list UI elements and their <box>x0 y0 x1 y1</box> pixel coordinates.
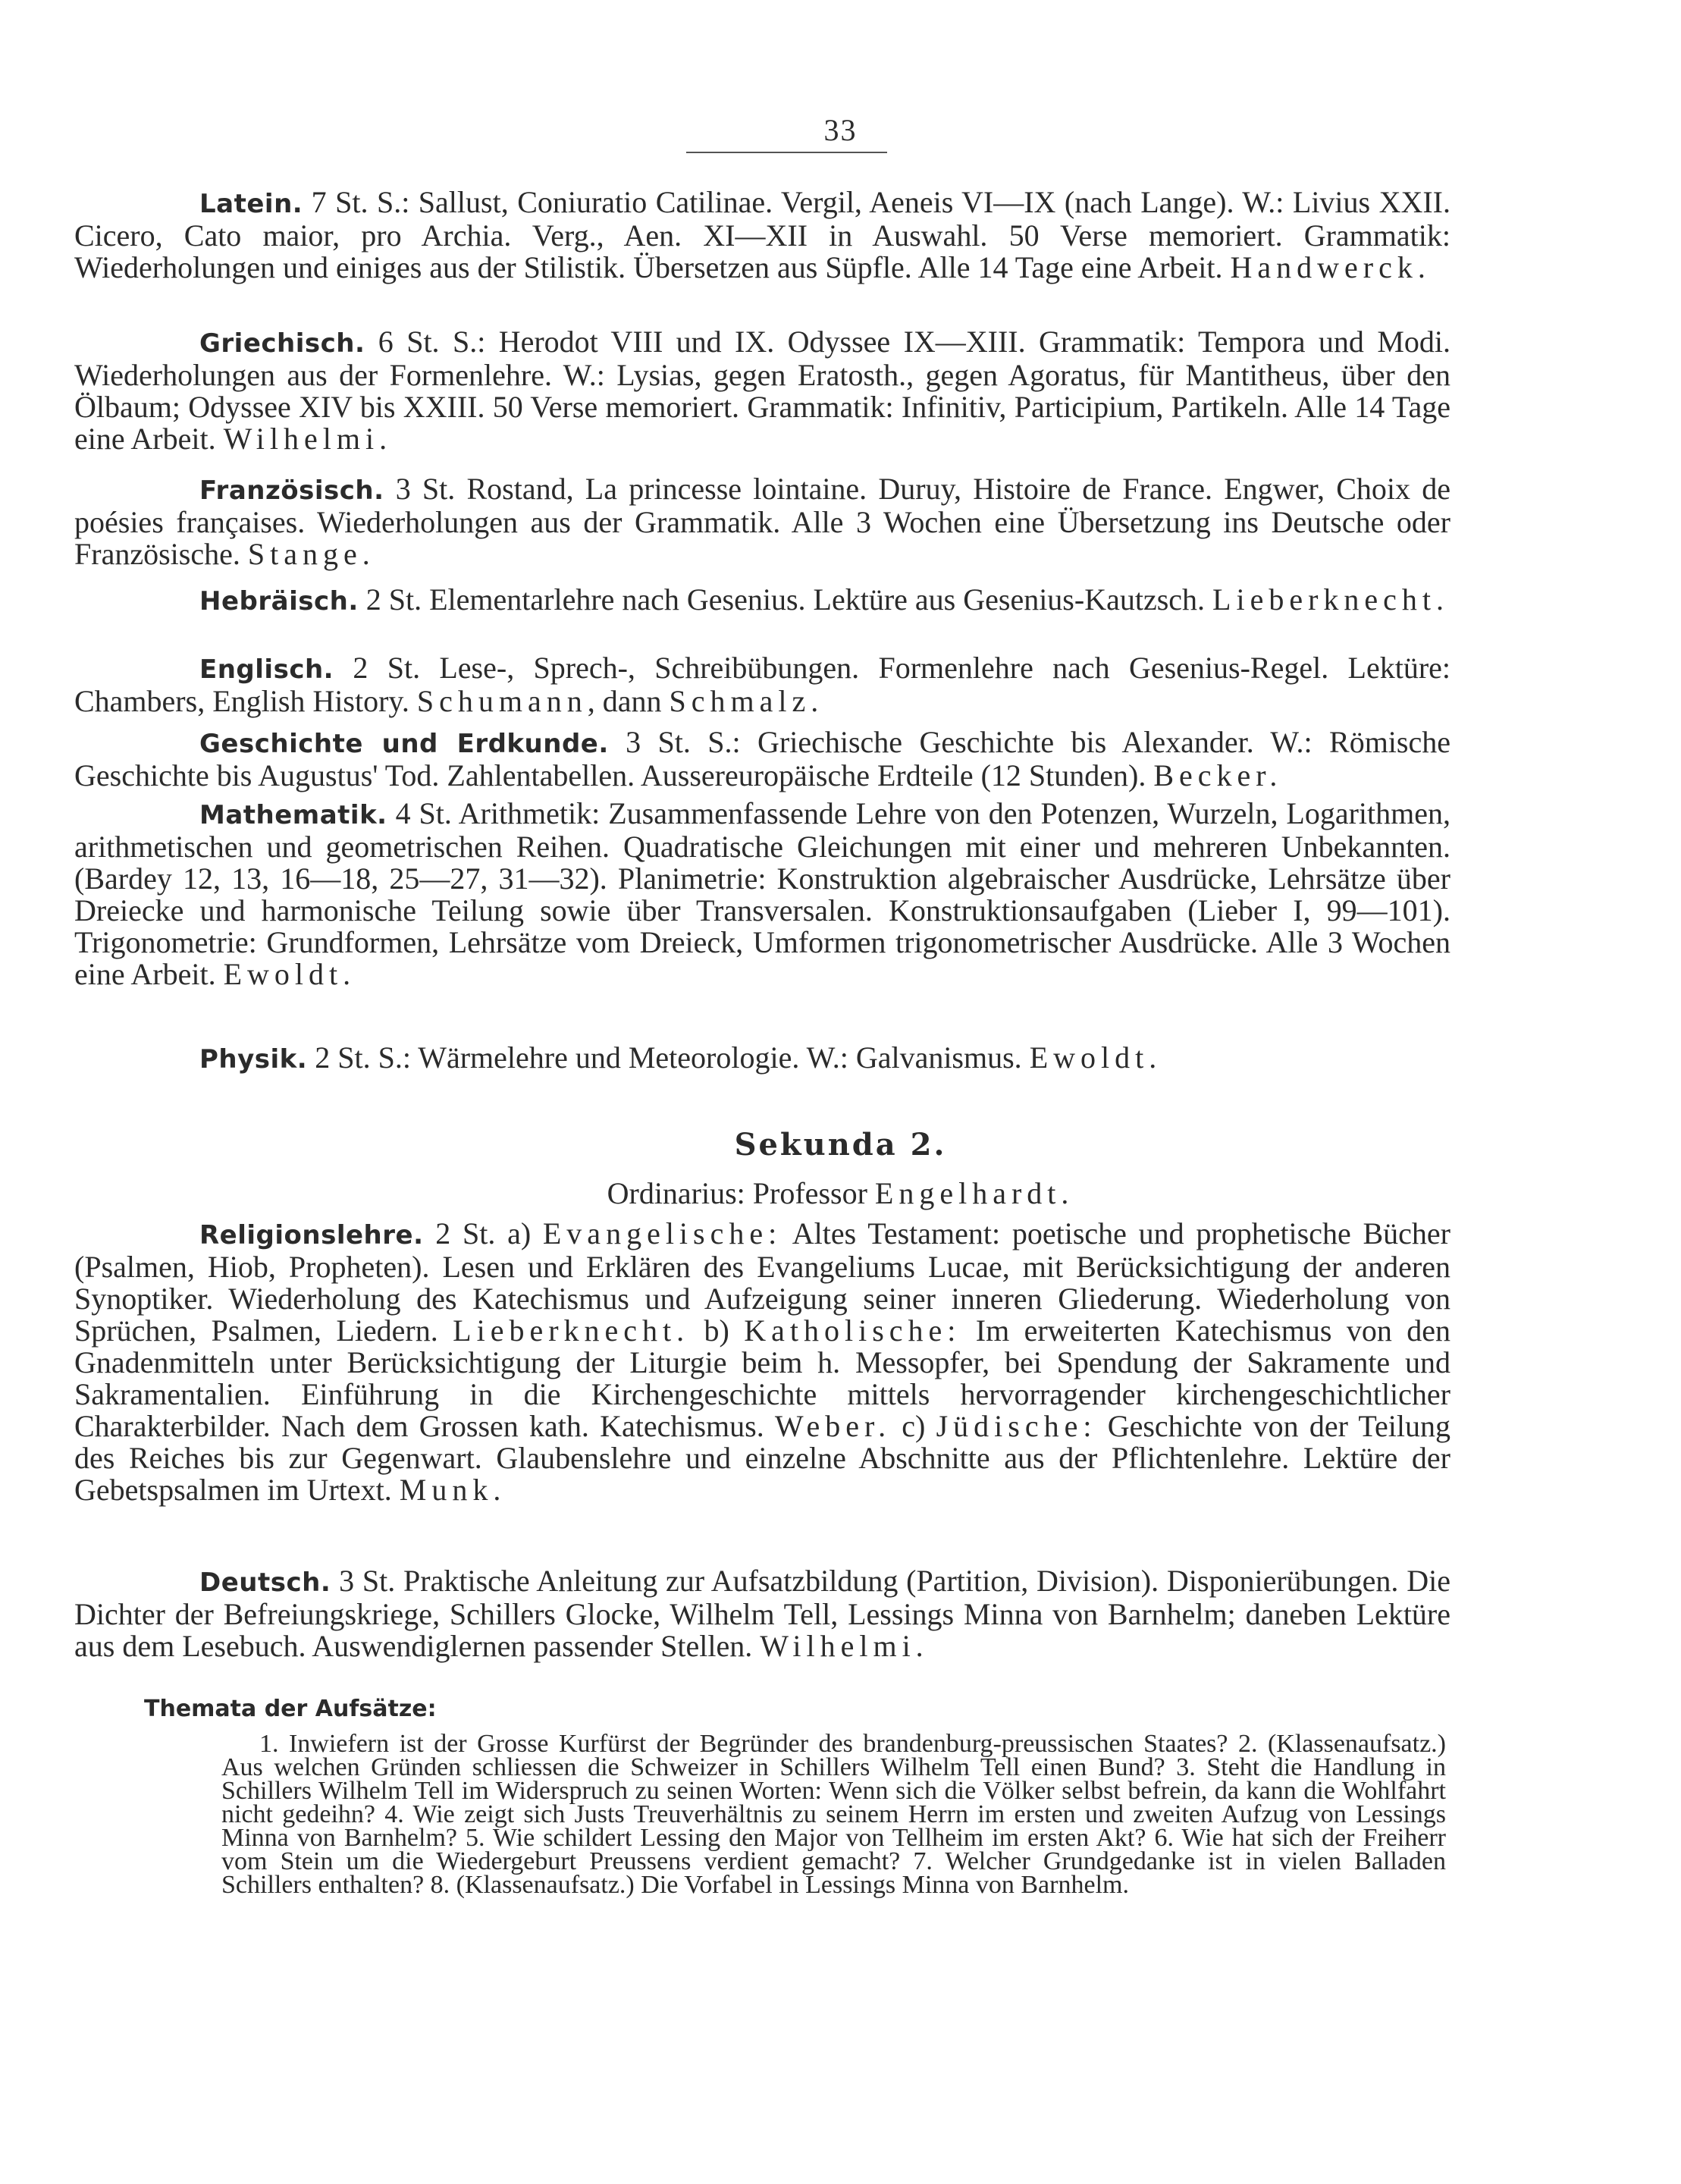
subject-mathematik: Mathematik. <box>199 800 387 830</box>
ordinarius-label: Ordinarius: Professor <box>607 1176 875 1210</box>
teacher-physik: Ewoldt. <box>1029 1040 1162 1075</box>
paragraph-franzoesisch <box>74 473 1450 570</box>
subject-griechisch: Griechisch. <box>199 328 365 359</box>
text-religion-3: b) <box>689 1313 745 1348</box>
teacher-mathematik: Ewoldt. <box>223 957 356 991</box>
text-religion-6: Geschichte von der Teilung des Reiches bis zur Gegenwart. Glaubenslehre und einzelne Abschnitte aus der Pflichtenlehre. Lektüre der Gebetspsalmen im Urtext. <box>74 1409 1451 1507</box>
text-hebraeisch: 2 St. Elementarlehre nach Gesenius. Lektüre aus Gesenius-Kautzsch. <box>358 582 1213 617</box>
paragraph-geschichte <box>74 726 1450 792</box>
religion-juedisch: Jüdische: <box>936 1409 1097 1443</box>
subject-geschichte: Geschichte und Erdkunde. <box>199 729 609 759</box>
teacher-griechisch: Wilhelmi. <box>223 422 393 456</box>
text-latein: 7 St. S.: Sallust, Coniuratio Catilinae. Vergil, Aeneis VI—IX (nach Lange). W.: Livius XXII. Cicero, Cato maior, pro Archia. Verg., Aen. XI—XII in Auswahl. 50 Verse memoriert. Grammatik: Wiederholungen und einiges aus der Stilistik. Übersetzen aus Süpfle. Alle 14 Tage eine Arbeit. <box>74 185 1450 284</box>
paragraph-physik <box>74 1042 1450 1075</box>
themata-heading: Themata der Aufsätze: <box>144 1696 437 1722</box>
themata-list: 1. Inwiefern ist der Grosse Kurfürst der Begründer des brandenburg-preussischen Staates? 2. (Klassenaufsatz.) Aus welchen Gründen schliessen die Schweizer in Schillers Wilhelm Tell einen Bund? 3. Steht die Handlung in Schillers Wilhelm Tell im Widerspruch zu seinen Worten: Wenn sich die Völker selbst befrein, da kann die Wohlfahrt nicht gedeihn? 4. Wie zeigt sich Justs Treuverhältnis zu seinem Herrn im ersten und zweiten Aufzug von Lessings Minna von Barnhelm? 5. Wie schildert Lessing den Major von Tellheim im ersten Akt? 6. Wie hat sich der Freiherr vom Stein um die Wiedergeburt Preussens verdient gemacht? 7. Welcher Grundgedanke ist in vielen Balladen Schillers enthalten? 8. (Klassenaufsatz.) Die Vorfabel in Lessings Minna von Barnhelm. <box>221 1730 1446 1899</box>
teacher-religion-1: Lieberknecht. <box>453 1313 690 1348</box>
text-religion-1: 2 St. a) <box>423 1216 543 1250</box>
paragraph-hebraeisch <box>74 584 1450 617</box>
paragraph-religion <box>74 1218 1450 1506</box>
text-religion-5: c) <box>891 1409 936 1443</box>
text-religion-2: Altes Testament: poetische und prophetische Bücher (Psalmen, Hiob, Propheten). Lesen und Erklären des Evangeliums Lucae, mit Berücksichtigung der anderen Synoptiker. Wiederholung des Katechismus und Aufzeigung seiner inneren Gliederung. Wiederholung von Sprüchen, Psalmen, Liedern. <box>74 1216 1450 1348</box>
text-englisch-2: , dann <box>587 684 670 718</box>
paragraph-griechisch <box>74 326 1450 455</box>
paragraph-englisch <box>74 652 1450 717</box>
text-geschichte: 3 St. S.: Griechische Geschichte bis Alexander. W.: Römische Geschichte bis Augustus' Tod. Zahlentabellen. Aussereuropäische Erdteile (12 Stunden). <box>74 725 1450 792</box>
text-franzoesisch: 3 St. Rostand, La princesse lointaine. Duruy, Histoire de France. Engwer, Choix de poésies françaises. Wiederholungen aus der Grammatik. Alle 3 Wochen eine Übersetzung ins Deutsche oder Französische. <box>74 472 1450 571</box>
text-physik: 2 St. S.: Wärmelehre und Meteorologie. W.: Galvanismus. <box>307 1040 1030 1075</box>
subject-physik: Physik. <box>199 1044 308 1075</box>
teacher-franzoesisch: Stange. <box>247 537 375 571</box>
text-mathematik: 4 St. Arithmetik: Zusammenfassende Lehre von den Potenzen, Wurzeln, Logarithmen, arithmetischen und geometrischen Reihen. Quadratische Gleichungen mit einer und mehreren Unbekannten. (Bardey 12, 13, 16—18, 25—27, 31—32). Planimetrie: Konstruktion algebraischer Ausdrücke, Lehrsätze über Dreiecke und harmonische Teilung sowie über Transversalen. Konstruktionsaufgaben (Lieber I, 99—101). Trigonometrie: Grundformen, Lehrsätze vom Dreieck, Umformen trigonometrischer Ausdrücke. Alle 3 Wochen eine Arbeit. <box>74 796 1450 991</box>
page-number: 33 <box>823 113 858 147</box>
paragraph-latein <box>74 187 1450 284</box>
subject-latein: Latein. <box>199 189 303 219</box>
religion-katholisch: Katholische: <box>744 1313 961 1348</box>
subject-englisch: Englisch. <box>199 654 334 685</box>
teacher-hebraeisch: Lieberknecht. <box>1212 582 1450 617</box>
teacher-religion-2: Weber. <box>774 1409 892 1443</box>
teacher-latein: Handwerck. <box>1230 250 1431 284</box>
text-religion-4: Im erweiterten Katechismus von den Gnadenmitteln unter Berücksichtigung der Liturgie beim h. Messopfer, bei Spendung der Sakramente und Sakramentalien. Einführung in die Kirchengeschichte mittels hervorragender kirchengeschichtlicher Charakterbilder. Nach dem Grossen kath. Katechismus. <box>74 1313 1450 1443</box>
teacher-englisch-2: Schmalz. <box>669 684 824 718</box>
paragraph-mathematik <box>74 798 1450 990</box>
teacher-geschichte: Becker. <box>1153 758 1283 792</box>
subject-franzoesisch: Französisch. <box>199 475 384 506</box>
religion-evangelisch: Evangelische: <box>542 1216 782 1250</box>
ordinarius-line <box>0 1175 1681 1211</box>
text-deutsch: 3 St. Praktische Anleitung zur Aufsatzbildung (Partition, Division). Disponierübungen. Die Dichter der Befreiungskriege, Schillers Glocke, Wilhelm Tell, Lessings Minna von Barnhelm; daneben Lektüre aus dem Lesebuch. Auswendiglernen passender Stellen. <box>74 1564 1450 1663</box>
subject-deutsch: Deutsch. <box>199 1567 331 1598</box>
text-griechisch: 6 St. S.: Herodot VIII und IX. Odyssee IX—XIII. Grammatik: Tempora und Modi. Wiederholungen aus der Formenlehre. W.: Lysias, gegen Eratosth., gegen Agoratus, für Mantitheus, über den Ölbaum; Odyssee XIV bis XXIII. 50 Verse memoriert. Grammatik: Infinitiv, Participium, Partikeln. Alle 14 Tage eine Arbeit. <box>74 325 1450 456</box>
subject-hebraeisch: Hebräisch. <box>199 586 359 617</box>
subject-religion: Religionslehre. <box>199 1220 424 1250</box>
text-englisch: 2 St. Lese-, Sprech-, Schreibübungen. Formenlehre nach Gesenius-Regel. Lektüre: Chambers, English History. <box>74 651 1450 718</box>
teacher-deutsch: Wilhelmi. <box>760 1629 929 1663</box>
header-rule <box>686 152 887 153</box>
ordinarius-name: Engelhardt. <box>874 1176 1074 1210</box>
paragraph-deutsch <box>74 1565 1450 1662</box>
section-title: Sekunda 2. <box>734 1127 947 1163</box>
teacher-religion-3: Munk. <box>399 1473 506 1507</box>
teacher-englisch: Schumann <box>416 684 588 718</box>
